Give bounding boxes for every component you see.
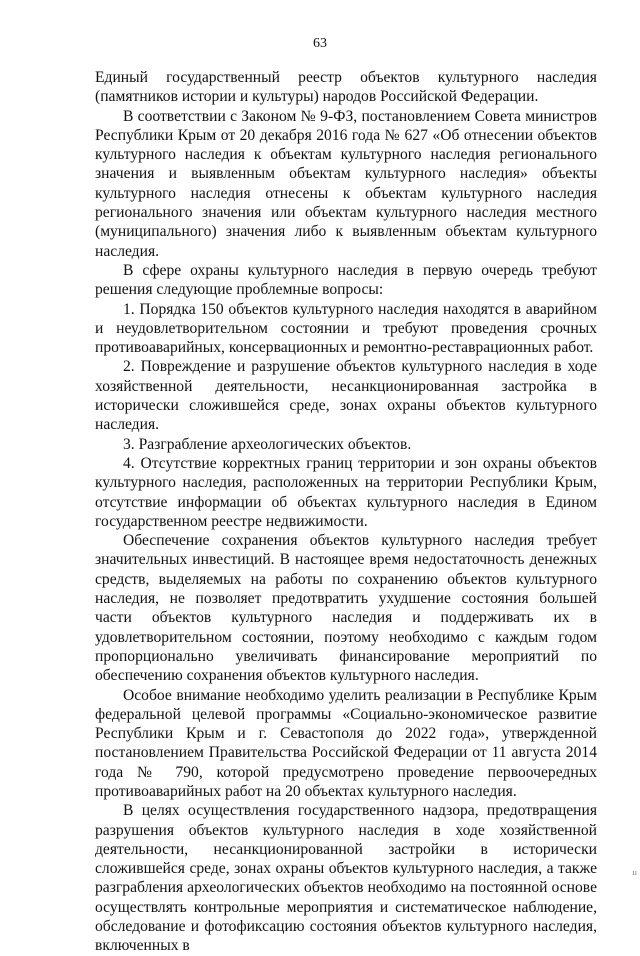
list-item-damage-destruction: 2. Повреждение и разрушение объектов культурного наследия в ходе хозяйственной деятельности, несанкционированная застройка в исторически сложившейся среде, зонах охраны объектов культурного наследия. [95,358,597,434]
document-body [95,68,597,956]
list-item-looting: 3. Разграбление археологических объектов. [123,435,412,453]
paragraph-problem-intro: В сфере охраны культурного наследия в первую очередь требуют решения следующие проблемные вопросы: [95,261,597,299]
scan-edge-mark: ıı [632,868,637,877]
paragraph-federal-program: Особое внимание необходимо уделить реализации в Республике Крым федеральной целевой программы «Социально-экономическое развитие Республики Крым и г. Севастополя до 2022 года», утвержденной постановлением Правительства Российской Федерации от 11 августа 2014 года № 790, которой предусмотрено проведение первоочередных противоаварийных работ на 20 объектах культурного наследия. [95,686,597,800]
list-item-emergency-objects: 1. Порядка 150 объектов культурного наследия находятся в аварийном и неудовлетворительном состоянии и требуют проведения срочных противоаварийных, консервационных и ремонтно-реставрационных работ. [95,300,597,357]
paragraph-registry-continuation: Единый государственный реестр объектов культурного наследия (памятников истории и культуры) народов Российской Федерации. [95,69,597,106]
list-item-boundaries: 4. Отсутствие корректных границ территории и зон охраны объектов культурного наследия, расположенных на территории Республики Крым, отсутствие информации об объектах культурного наследия в Едином государственном реестре недвижимости. [95,454,597,530]
page-number: 63 [313,36,327,51]
paragraph-investment: Обеспечение сохранения объектов культурного наследия требует значительных инвестиций. В настоящее время недостаточность денежных средств, выделяемых на работы по сохранению объектов культурного наследия, не позволяет предотвратить ухудшение состояния большей части объектов культурного наследия и поддерживать их в удовлетворительном состоянии, поэтому необходимо с каждым годом пропорционально увеличивать финансирование мероприятий по обеспечению сохранения объектов культурного наследия. [95,532,597,685]
paragraph-state-supervision: В целях осуществления государственного надзора, предотвращения разрушения объектов культурного наследия в ходе хозяйственной деятельности, несанкционированной застройки в исторически сложившейся среде, зонах охраны объектов культурного наследия, а также разграбления археологических объектов необходимо на постоянной основе осуществлять контрольные мероприятия и систематическое наблюдение, обследование и фотофиксацию состояния объектов культурного наследия, включенных в [95,802,597,955]
paragraph-law-reference: В соответствии с Законом № 9-ФЗ, постановлением Совета министров Республики Крым от 20 декабря 2016 года № 627 «Об отнесении объектов культурного наследия к объектам культурного наследия регионального значения и выявленным объектам культурного наследия» объекты культурного наследия отнесены к объектам культурного наследия регионального значения или объектам культурного наследия местного (муниципального) значения либо к выявленным объектам культурного наследия. [95,107,597,260]
